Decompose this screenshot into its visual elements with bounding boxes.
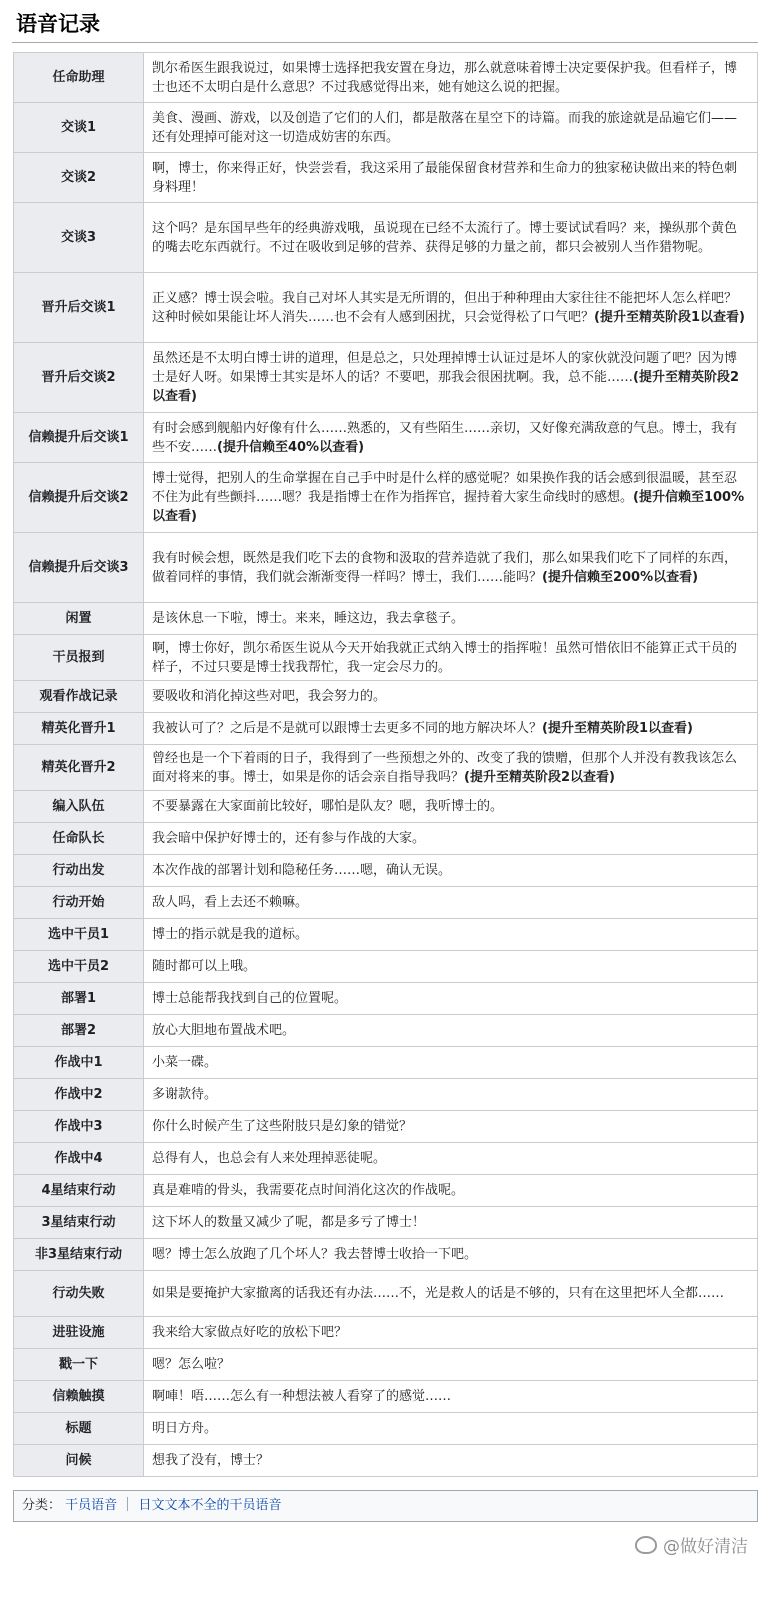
voice-text: 放心大胆地布置战术吧。 (152, 1023, 296, 1038)
voice-label: 行动出发 (14, 855, 144, 887)
voice-text-cell (144, 919, 758, 951)
voice-text: 啊唓！唔……怎么有一种想法被人看穿了的感觉…… (152, 1389, 452, 1404)
category-link-operator-voice[interactable]: 干员语音 (65, 1498, 118, 1513)
table-row (14, 103, 758, 153)
voice-text-cell (144, 1271, 758, 1317)
voice-text: 这个吗？是东国早些年的经典游戏哦，虽说现在已经不太流行了。博士要试试看吗？来，操纵那个黄色的嘴去吃东西就行。不过在吸收到足够的营养、获得足够的力量之前，都只会被别人当作猎物呢。 (152, 220, 738, 255)
voice-label: 信赖提升后交谈2 (14, 463, 144, 533)
voice-text-cell (144, 53, 758, 103)
voice-label: 非3星结束行动 (14, 1239, 144, 1271)
voice-text: 明日方舟。 (152, 1421, 218, 1436)
voice-label: 选中干员2 (14, 951, 144, 983)
table-row (14, 887, 758, 919)
voice-label: 编入队伍 (14, 791, 144, 823)
table-row (14, 1047, 758, 1079)
voice-label: 作战中1 (14, 1047, 144, 1079)
voice-label: 问候 (14, 1445, 144, 1477)
table-row (14, 1207, 758, 1239)
voice-label: 选中干员1 (14, 919, 144, 951)
voice-text: 啊，博士，你来得正好，快尝尝看，我这采用了最能保留食材营养和生命力的独家秘诀做出来的特色刺身料理！ (152, 160, 738, 195)
voice-text: 是该休息一下啦，博士。来来，睡这边，我去拿毯子。 (152, 611, 465, 626)
voice-label: 行动开始 (14, 887, 144, 919)
table-row (14, 919, 758, 951)
voice-text-cell (144, 1317, 758, 1349)
voice-label: 任命助理 (14, 53, 144, 103)
voice-text-cell (144, 681, 758, 713)
unlock-requirement: (提升信赖至100%以查看) (152, 490, 745, 524)
voice-text: 嗯？怎么啦？ (152, 1357, 231, 1372)
voice-text: 曾经也是一个下着雨的日子，我得到了一些预想之外的、改变了我的馈赠，但那个人并没有教我该怎么面对将来的事。博士，如果是你的话会亲自指导我吗？ (152, 750, 738, 785)
voice-text-cell (144, 1381, 758, 1413)
voice-text: 我被认可了？之后是不是就可以跟博士去更多不同的地方解决坏人？ (152, 721, 543, 736)
table-row (14, 635, 758, 681)
table-row (14, 1317, 758, 1349)
voice-label: 部署1 (14, 983, 144, 1015)
voice-label: 晋升后交谈1 (14, 273, 144, 343)
voice-label: 3星结束行动 (14, 1207, 144, 1239)
unlock-requirement: (提升至精英阶段2以查看) (464, 769, 615, 785)
table-row (14, 951, 758, 983)
voice-text-cell (144, 951, 758, 983)
table-row (14, 1239, 758, 1271)
voice-text-cell (144, 635, 758, 681)
table-row (14, 53, 758, 103)
voice-text: 有时会感到舰船内好像有什么……熟悉的，又有些陌生……亲切，又好像充满敌意的气息。博士，我有些不安…… (152, 420, 738, 455)
voice-text: 我来给大家做点好吃的放松下吧？ (152, 1325, 348, 1340)
table-row (14, 983, 758, 1015)
voice-label: 交谈1 (14, 103, 144, 153)
voice-text-cell (144, 1349, 758, 1381)
voice-label: 精英化晋升2 (14, 745, 144, 791)
voice-table-body (14, 53, 758, 1477)
voice-text-cell (144, 1207, 758, 1239)
voice-text: 博士总能帮我找到自己的位置呢。 (152, 991, 348, 1006)
voice-text-cell (144, 1015, 758, 1047)
voice-text-cell (144, 413, 758, 463)
voice-text: 我会暗中保护好博士的，还有参与作战的大家。 (152, 831, 426, 846)
voice-text: 随时都可以上哦。 (152, 959, 257, 974)
table-row (14, 153, 758, 203)
table-row (14, 463, 758, 533)
voice-text-cell (144, 603, 758, 635)
watermark-text: @做好清洁 (663, 1537, 748, 1557)
voice-text-cell (144, 855, 758, 887)
voice-label: 交谈2 (14, 153, 144, 203)
voice-text-cell (144, 153, 758, 203)
voice-text: 美食、漫画、游戏，以及创造了它们的人们，都是散落在星空下的诗篇。而我的旅途就是品遍它们——还有处理掉可能对这一切造成妨害的东西。 (152, 110, 738, 145)
voice-text: 不要暴露在大家面前比较好，哪怕是队友？嗯，我听博士的。 (152, 799, 504, 814)
voice-text: 敌人吗，看上去还不赖嘛。 (152, 895, 309, 910)
table-row (14, 823, 758, 855)
voice-label: 作战中4 (14, 1143, 144, 1175)
unlock-requirement: (提升信赖至200%以查看) (542, 569, 699, 585)
voice-text-cell (144, 887, 758, 919)
voice-text: 真是难啃的骨头，我需要花点时间消化这次的作战呢。 (152, 1183, 465, 1198)
voice-label: 晋升后交谈2 (14, 343, 144, 413)
voice-label: 作战中3 (14, 1111, 144, 1143)
voice-label: 闲置 (14, 603, 144, 635)
voice-text-cell (144, 1111, 758, 1143)
voice-text: 虽然还是不太明白博士讲的道理，但是总之，只处理掉博士认证过是坏人的家伙就没问题了吧？因为博士是好人呀。如果博士其实是坏人的话？不要吧，那我会很困扰啊。我，总不能…… (152, 351, 738, 385)
voice-label: 信赖提升后交谈3 (14, 533, 144, 603)
voice-text: 正义感？博士误会啦。我自己对坏人其实是无所谓的，但出于种种理由大家往往不能把坏人怎么样吧？这种时候如果能让坏人消失……也不会有人感到困扰，只会觉得松了口气吧？ (152, 290, 738, 325)
voice-text: 啊，博士你好，凯尔希医生说从今天开始我就正式纳入博士的指挥啦！虽然可惜依旧不能算正式干员的样子，不过只要是博士找我帮忙，我一定会尽力的。 (152, 640, 738, 675)
voice-text-cell (144, 343, 758, 413)
unlock-requirement: (提升信赖至40%以查看) (217, 439, 365, 455)
voice-text-cell (144, 983, 758, 1015)
voice-label: 干员报到 (14, 635, 144, 681)
voice-label: 交谈3 (14, 203, 144, 273)
watermark (635, 1532, 748, 1557)
table-row (14, 855, 758, 887)
voice-label: 信赖提升后交谈1 (14, 413, 144, 463)
section-title: 语音记录 (16, 11, 100, 36)
table-row (14, 1271, 758, 1317)
table-row (14, 203, 758, 273)
table-row (14, 343, 758, 413)
voice-label: 任命队长 (14, 823, 144, 855)
voice-text-cell (144, 1413, 758, 1445)
voice-text: 本次作战的部署计划和隐秘任务……嗯，确认无误。 (152, 863, 452, 878)
voice-label: 进驻设施 (14, 1317, 144, 1349)
voice-text: 这下坏人的数量又减少了呢，都是多亏了博士！ (152, 1215, 426, 1230)
voice-text: 嗯？博士怎么放跑了几个坏人？我去替博士收拾一下吧。 (152, 1247, 478, 1262)
table-row (14, 603, 758, 635)
voice-text: 总得有人，也总会有人来处理掉恶徒呢。 (152, 1151, 387, 1166)
voice-text-cell (144, 1175, 758, 1207)
table-row (14, 1175, 758, 1207)
voice-text-cell (144, 1047, 758, 1079)
voice-text: 博士的指示就是我的道标。 (152, 927, 309, 942)
table-row (14, 791, 758, 823)
voice-label: 观看作战记录 (14, 681, 144, 713)
voice-label: 标题 (14, 1413, 144, 1445)
voice-text: 要吸收和消化掉这些对吧，我会努力的。 (152, 689, 387, 704)
voice-text-cell (144, 463, 758, 533)
table-row (14, 1445, 758, 1477)
title-divider (12, 42, 758, 43)
voice-text-cell (144, 273, 758, 343)
voice-text-cell (144, 1445, 758, 1477)
voice-table (13, 52, 758, 1477)
voice-text-cell (144, 1239, 758, 1271)
table-row (14, 533, 758, 603)
voice-text: 多谢款待。 (152, 1087, 218, 1102)
voice-label: 部署2 (14, 1015, 144, 1047)
table-row (14, 1381, 758, 1413)
voice-text: 小菜一碟。 (152, 1055, 218, 1070)
table-row (14, 1079, 758, 1111)
unlock-requirement: (提升至精英阶段1以查看) (594, 309, 745, 325)
voice-text-cell (144, 533, 758, 603)
voice-label: 信赖触摸 (14, 1381, 144, 1413)
table-row (14, 1349, 758, 1381)
voice-text-cell (144, 791, 758, 823)
category-separator (127, 1497, 128, 1511)
voice-label: 戳一下 (14, 1349, 144, 1381)
voice-text-cell (144, 1079, 758, 1111)
category-prefix: 分类： (22, 1498, 62, 1513)
unlock-requirement: (提升至精英阶段2以查看) (152, 370, 740, 404)
table-row (14, 681, 758, 713)
voice-text-cell (144, 203, 758, 273)
voice-text: 博士觉得，把别人的生命掌握在自己手中时是什么样的感觉呢？如果换作我的话会感到很温暖，甚至忍不住为此有些颤抖……嗯？我是指博士在作为指挥官，握持着大家生命线时的感想。 (152, 471, 738, 505)
voice-text: 想我了没有，博士？ (152, 1453, 270, 1468)
voice-text: 我有时候会想，既然是我们吃下去的食物和汲取的营养造就了我们，那么如果我们吃下了同样的东西，做着同样的事情，我们就会渐渐变得一样吗？博士，我们……能吗？ (152, 550, 738, 585)
weibo-logo-icon (635, 1536, 657, 1554)
category-link-incomplete-jp[interactable]: 日文文本不全的干员语音 (138, 1498, 282, 1513)
voice-text-cell (144, 745, 758, 791)
voice-text: 你什么时候产生了这些附肢只是幻象的错觉？ (152, 1119, 413, 1134)
voice-label: 精英化晋升1 (14, 713, 144, 745)
table-row (14, 713, 758, 745)
table-row (14, 745, 758, 791)
category-box (13, 1490, 758, 1522)
table-row (14, 1143, 758, 1175)
table-row (14, 273, 758, 343)
table-row (14, 1413, 758, 1445)
voice-text-cell (144, 1143, 758, 1175)
voice-table-container (13, 52, 758, 1477)
voice-text: 如果是要掩护大家撤离的话我还有办法……不，光是救人的话是不够的，只有在这里把坏人全都…… (152, 1286, 725, 1301)
voice-text-cell (144, 713, 758, 745)
voice-text-cell (144, 103, 758, 153)
voice-label: 作战中2 (14, 1079, 144, 1111)
table-row (14, 1111, 758, 1143)
table-row (14, 413, 758, 463)
voice-label: 行动失败 (14, 1271, 144, 1317)
table-row (14, 1015, 758, 1047)
voice-label: 4星结束行动 (14, 1175, 144, 1207)
unlock-requirement: (提升至精英阶段1以查看) (542, 721, 693, 736)
voice-text: 凯尔希医生跟我说过，如果博士选择把我安置在身边，那么就意味着博士决定要保护我。但看样子，博士也还不太明白是什么意思？不过我感觉得出来，她有她这么说的把握。 (152, 60, 738, 95)
voice-text-cell (144, 823, 758, 855)
